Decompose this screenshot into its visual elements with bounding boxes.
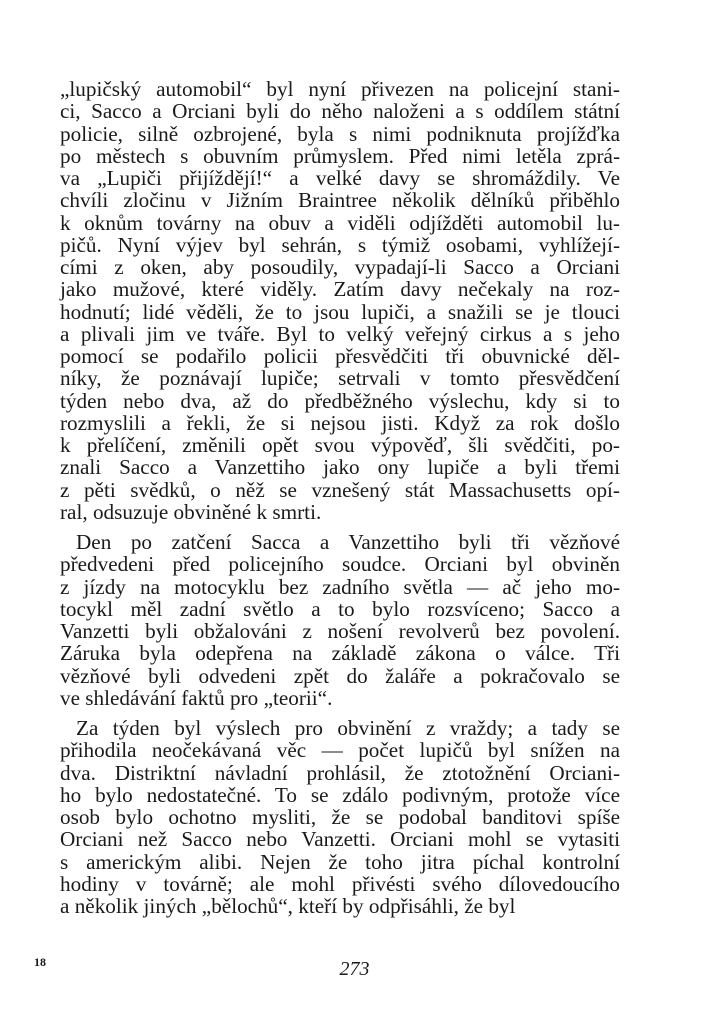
paragraph [60, 78, 620, 523]
text-line: a několik jiných „bělochů“, kteří by odpřisáhli, že byl [60, 894, 516, 918]
text-line: jako mužové, které viděly. Zatím davy nečekaly na roz- [60, 277, 620, 302]
text-line: chvíli zločinu v Jižním Braintree několik dělníků přiběhlo [60, 188, 620, 213]
text-line: rozmyslili a řekli, že si nejsou jisti. Když za rok došlo [60, 410, 620, 435]
paragraph [60, 531, 620, 709]
text-line: osob bylo ochotno mysliti, že se podobal banditovi spíše [60, 805, 620, 829]
text-line: týden nebo dva, až do předběžného výslechu, kdy si to [60, 388, 620, 413]
text-line: policie, silně ozbrojené, byla s nimi podniknuta projížďka [60, 121, 620, 146]
text-line: Za týden byl výslech pro obvinění z vraždy; a tady se [76, 716, 620, 740]
text-line: pomocí se podařilo policii přesvědčiti tři obuvnické děl- [60, 344, 620, 368]
body-text [60, 78, 620, 917]
text-line: hodnutí; lidé věděli, že to jsou lupiči, a snažili se je tlouci [60, 299, 620, 324]
text-line: z jízdy na motocyklu bez zadního světla — ač jeho mo- [60, 574, 620, 599]
text-line: hodiny v továrně; ale mohl přivésti svého dílovedoucího [60, 871, 620, 896]
text-line: s americkým alibi. Nejen že toho jitra píchal kontrolní [60, 849, 620, 874]
text-line: „lupičský automobil“ byl nyní přivezen na policejní stani- [60, 77, 620, 101]
text-line: ho bylo nedostatečné. To se zdálo podivným, protože více [60, 782, 620, 807]
text-line: přihodila neočekávaná věc — počet lupičů byl snížen na [60, 738, 620, 763]
text-line: k přelíčení, změnili opět svou výpověď, šli svědčiti, po- [60, 433, 620, 457]
text-line: Záruka byla odepřena na základě zákona o válce. Tři [60, 641, 620, 666]
signature-mark: 18 [34, 955, 46, 969]
page-number: 273 [339, 958, 370, 980]
text-line: cími z oken, aby posoudily, vypadají-li Sacco a Orciani [60, 255, 620, 279]
text-line: vězňové byli odvedeni zpět do žaláře a pokračovalo se [60, 663, 620, 688]
text-line: k oknům továrny na obuv a viděli odjížděti automobil lu- [60, 210, 620, 235]
text-line: ral, odsuzuje obviněné k smrti. [60, 499, 322, 524]
text-line: níky, že poznávají lupiče; setrvali v tomto přesvědčení [60, 366, 620, 391]
text-line: tocykl měl zadní světlo a to bylo rozsvíceno; Sacco a [60, 596, 620, 621]
text-line: va „Lupiči přijíždějí!“ a velké davy se shromáždily. Ve [60, 166, 620, 190]
text-line: dva. Distriktní návladní prohlásil, že ztotožnění Orciani- [60, 760, 620, 785]
text-line: ve shledávání faktů pro „teorii“. [60, 685, 333, 710]
text-line: Orciani než Sacco nebo Vanzetti. Orciani mohl se vytasiti [60, 827, 620, 852]
text-line: Den po zatčení Sacca a Vanzettiho byli tři vězňové [76, 530, 620, 554]
text-line: Vanzetti byli obžalováni z nošení revolverů bez povolení. [60, 619, 620, 643]
text-line: a plivali jim ve tváře. Byl to velký veřejný cirkus a s jeho [60, 321, 620, 346]
paragraph [60, 717, 620, 917]
text-line: předvedeni před policejního soudce. Orciani byl obviněn [60, 552, 620, 577]
text-line: po městech s obuvním průmyslem. Před nimi letěla zprá- [60, 143, 620, 168]
text-line: znali Sacco a Vanzettiho jako ony lupiče a byli třemi [60, 455, 620, 480]
text-line: pičů. Nyní výjev byl sehrán, s týmiž osobami, vyhlížejí- [60, 232, 620, 257]
text-line: z pěti svědků, o něž se vznešený stát Massachusetts opí- [60, 477, 620, 502]
text-line: ci, Sacco a Orciani byli do něho naloženi a s oddílem státní [60, 99, 620, 124]
